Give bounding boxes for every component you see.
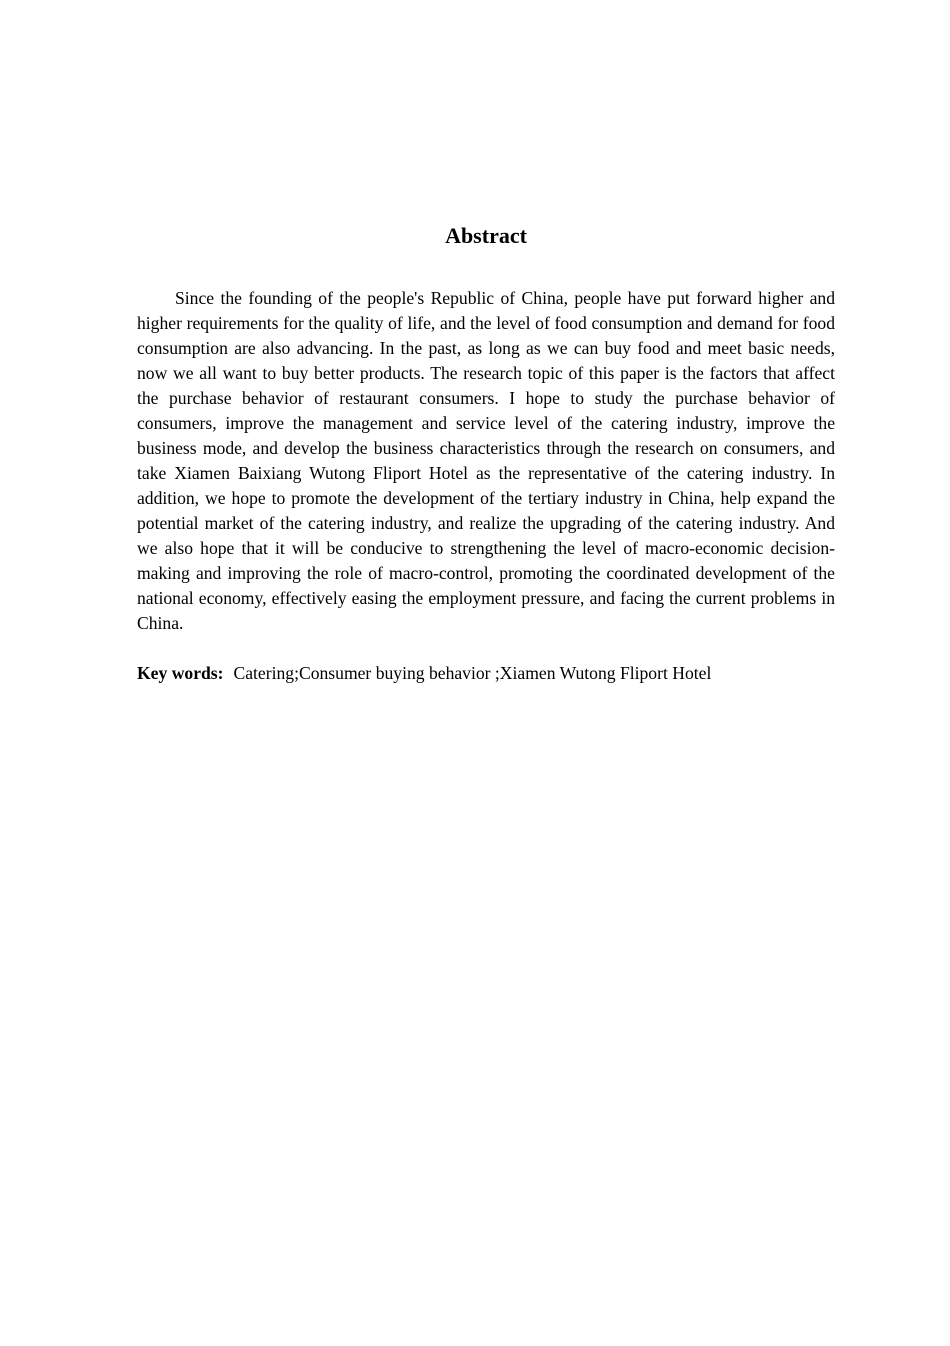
- keywords-label: Key words:: [137, 663, 224, 683]
- keywords-value: Catering;Consumer buying behavior ;Xiamen Wutong Fliport Hotel: [233, 663, 712, 683]
- abstract-paragraph: Since the founding of the people's Republic of China, people have put forward higher and higher requirements for the quality of life, and the level of food consumption and demand for food consumption are also advancing. In the past, as long as we can buy food and meet basic needs, now we all want to buy better products. The research topic of this paper is the factors that affect the purchase behavior of restaurant consumers. I hope to study the purchase behavior of consumers, improve the management and service level of the catering industry, improve the business mode, and develop the business characteristics through the research on consumers, and take Xiamen Baixiang Wutong Fliport Hotel as the representative of the catering industry. In addition, we hope to promote the development of the tertiary industry in China, help expand the potential market of the catering industry, and realize the upgrading of the catering industry. And we also hope that it will be conducive to strengthening the level of macro-economic decision-making and improving the role of macro-control, promoting the coordinated development of the national economy, effectively easing the employment pressure, and facing the current problems in China.: [137, 288, 835, 633]
- page-title: Abstract: [445, 223, 527, 248]
- keywords-line: [137, 661, 835, 686]
